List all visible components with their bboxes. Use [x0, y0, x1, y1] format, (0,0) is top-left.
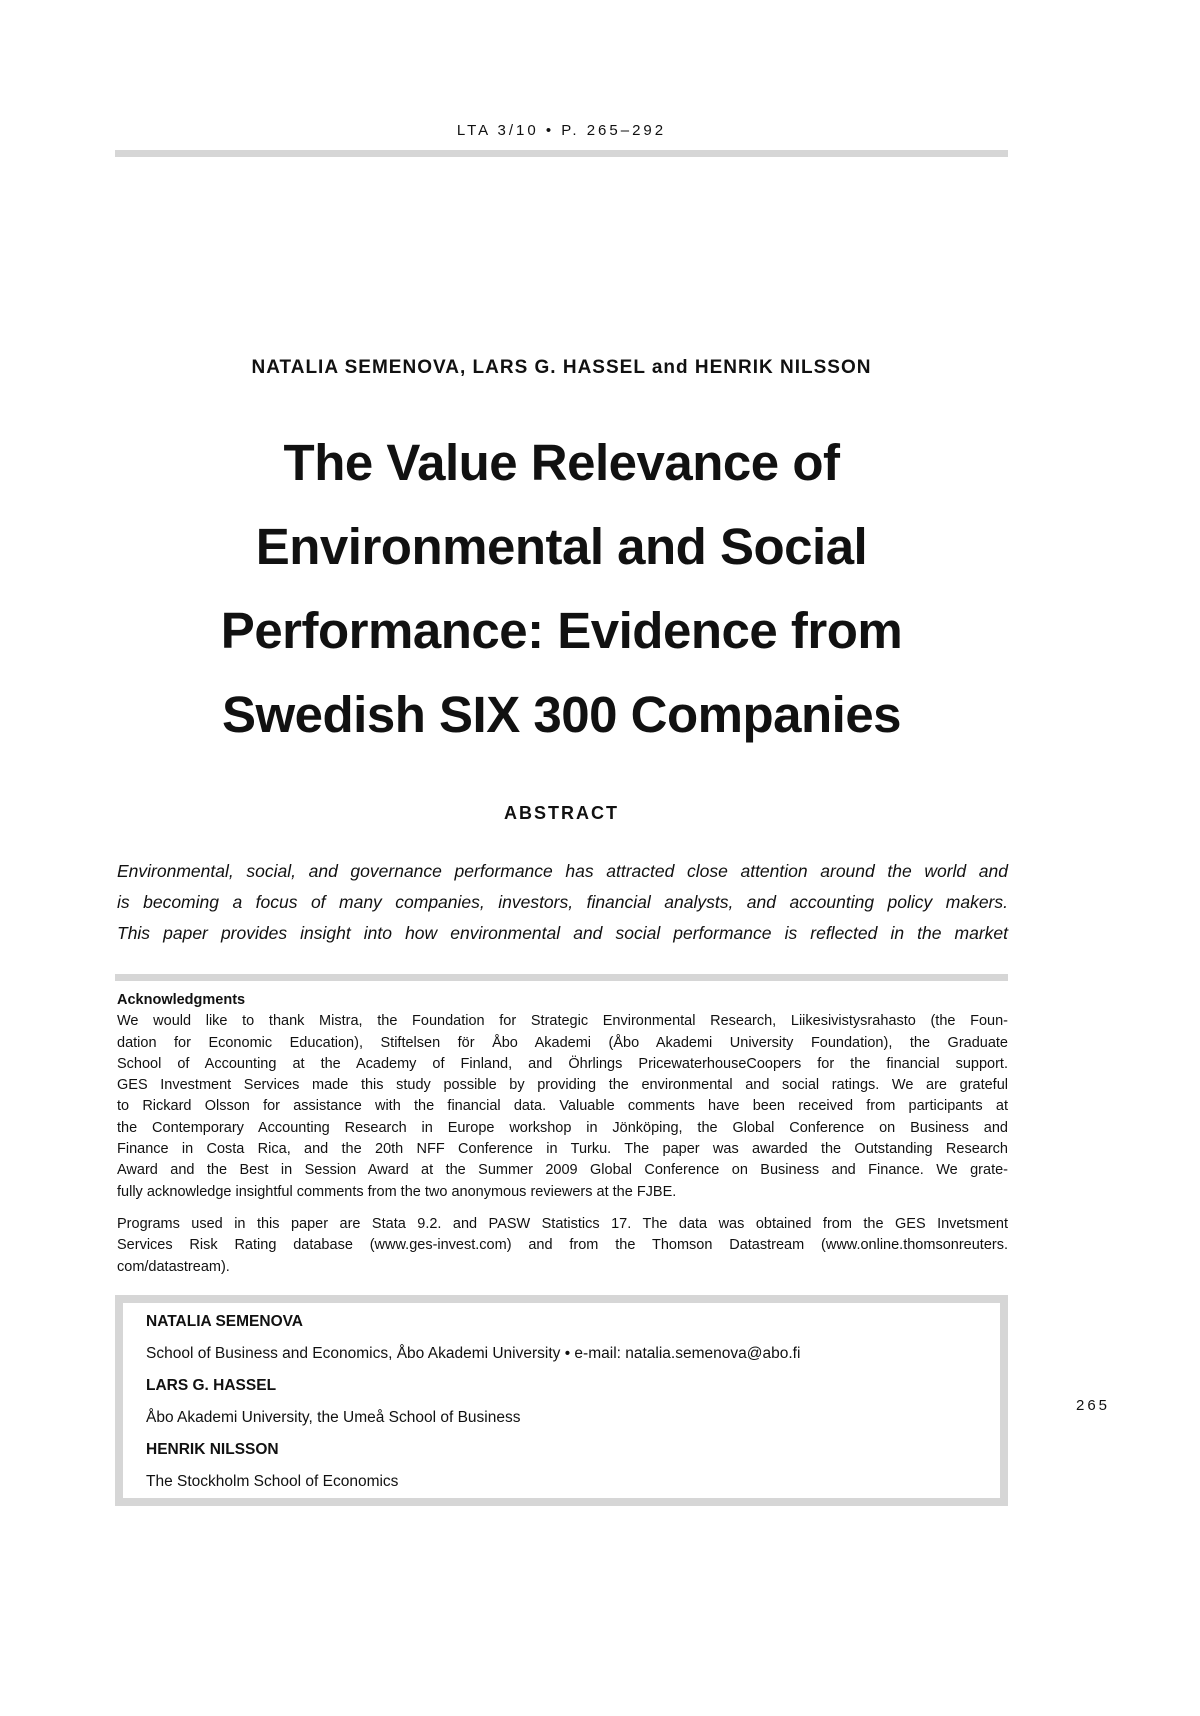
programs-line: Programs used in this paper are Stata 9.2. and PASW Statistics 17. The data was obtained from the GES Invetsment [117, 1216, 1008, 1232]
abstract-line: This paper provides insight into how environmental and social performance is reflected in the market [117, 923, 1008, 943]
programs-line: com/datastream). [117, 1258, 230, 1275]
affiliation-author-name: NATALIA SEMENOVA [146, 1313, 304, 1330]
author-affiliations-box [115, 1295, 1008, 1506]
affiliation-detail: The Stockholm School of Economics [146, 1473, 399, 1490]
abstract-heading: ABSTRACT [504, 803, 619, 823]
author-line: NATALIA SEMENOVA, LARS G. HASSEL and HENRIK NILSSON [251, 357, 872, 378]
title-line: The Value Relevance of [283, 434, 840, 491]
article-title [115, 421, 1008, 757]
programs-line: Services Risk Rating database (www.ges-invest.com) and from the Thomson Datastream (www.online.thomsonreuters. [117, 1237, 1008, 1254]
affiliation-detail: Åbo Akademi University, the Umeå School of Business [146, 1409, 521, 1426]
footnote-rule [115, 974, 1008, 981]
affiliation-author-name: HENRIK NILSSON [146, 1441, 279, 1458]
page-number: 265 [1076, 1397, 1111, 1414]
acknowledgments-line: Finance in Costa Rica, and the 20th NFF Conference in Turku. The paper was awarded the Outstanding Research [117, 1141, 1008, 1158]
acknowledgments-line: dation for Economic Education), Stiftelsen för Åbo Akademi (Åbo Akademi University Foundation), the Graduate [117, 1034, 1008, 1051]
abstract-line: is becoming a focus of many companies, investors, financial analysts, and accounting policy makers. [117, 892, 1008, 912]
header-rule [115, 150, 1008, 157]
acknowledgments-line: School of Accounting at the Academy of Finland, and Öhrlings PricewaterhouseCoopers for the financial support. [117, 1055, 1008, 1072]
acknowledgments-line: We would like to thank Mistra, the Foundation for Strategic Environmental Research, Liikesivistysrahasto (the Foun- [117, 1013, 1008, 1030]
title-line: Swedish SIX 300 Companies [221, 686, 902, 743]
title-line: Performance: Evidence from [220, 602, 903, 659]
running-head: LTA 3/10 • P. 265–292 [456, 122, 667, 139]
affiliation-author-name: LARS G. HASSEL [146, 1377, 277, 1394]
acknowledgments-heading: Acknowledgments [117, 992, 246, 1008]
abstract-line: Environmental, social, and governance performance has attracted close attention around the world and [117, 861, 1008, 881]
acknowledgments-section [117, 990, 1008, 1203]
title-line: Environmental and Social [255, 518, 868, 575]
acknowledgments-line: Award and the Best in Session Award at the Summer 2009 Global Conference on Business and Finance. We grate- [117, 1162, 1008, 1179]
acknowledgments-line: GES Investment Services made this study possible by providing the environmental and social ratings. We are grateful [117, 1077, 1008, 1094]
affiliation-detail: School of Business and Economics, Åbo Akademi University • e-mail: natalia.semenova@abo.fi [146, 1345, 801, 1362]
acknowledgments-line: fully acknowledge insightful comments from the two anonymous reviewers at the FJBE. [117, 1183, 677, 1200]
abstract-text [117, 856, 1008, 949]
acknowledgments-line: the Contemporary Accounting Research in Europe workshop in Jönköping, the Global Conference on Business and [117, 1119, 1008, 1136]
programs-note [117, 1214, 1008, 1278]
acknowledgments-line: to Rickard Olsson for assistance with the financial data. Valuable comments have been received from participants at [117, 1098, 1008, 1115]
